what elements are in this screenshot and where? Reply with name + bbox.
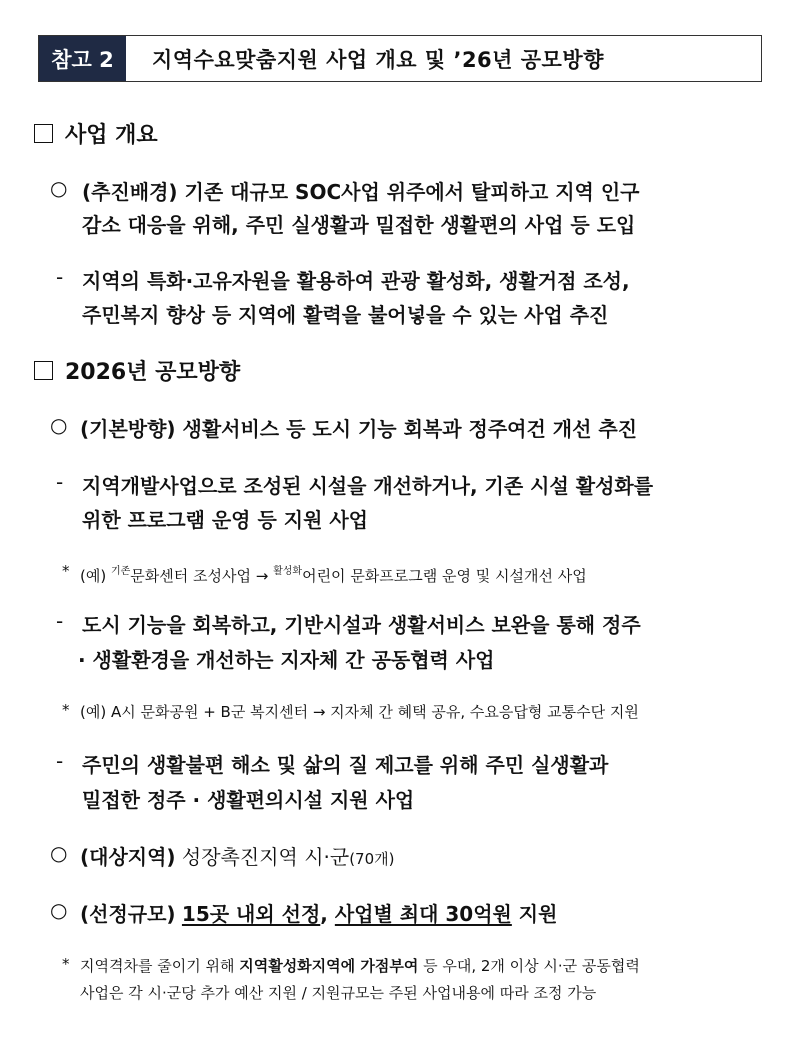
direction-line: (기본방향) 생활서비스 등 도시 기능 회복과 정주여건 개선 추진 — [80, 417, 638, 441]
checkbox-square-icon — [34, 124, 53, 143]
target-region-line: (대상지역) 성장촉진지역 시·군(70개) — [80, 845, 395, 869]
local-resources-line1: 지역의 특화·고유자원을 활용하여 관광 활성화, 생활거점 조성, — [82, 269, 630, 293]
preference-note-line2: 사업은 각 시·군당 추가 예산 지원 / 지원규모는 주된 사업내용에 따라 조정 가능 — [80, 984, 597, 1002]
page-header — [38, 35, 762, 82]
cooperation-bullet: - — [56, 609, 64, 633]
direction-bullet: ○ — [50, 413, 68, 437]
residents-line2: 밀접한 정주 · 생활편의시설 지원 사업 — [82, 788, 415, 812]
example-note-2-mark: * — [62, 701, 70, 719]
checkbox-square-icon — [34, 361, 53, 380]
example-note-2: (예) A시 문화공원 + B군 복지센터 → 지자체 간 혜택 공유, 수요응답형 교통수단 지원 — [80, 703, 639, 721]
selection-scale-line: (선정규모) 15곳 내외 선정, 사업별 최대 30억원 지원 — [80, 902, 558, 926]
cooperation-line2: · 생활환경을 개선하는 지자체 간 공동협력 사업 — [78, 648, 495, 672]
preference-note-line1: 지역격차를 줄이기 위해 지역활성화지역에 가점부여 등 우대, 2개 이상 시·군 공동협력 — [80, 957, 640, 975]
section-heading-overview: 사업 개요 — [34, 118, 158, 149]
selection-scale-bullet: ○ — [50, 898, 68, 922]
background-item-bullet: ○ — [50, 176, 68, 200]
section-heading-2026: 2026년 공모방향 — [34, 355, 240, 386]
local-resources-line2: 주민복지 향상 등 지역에 활력을 불어넣을 수 있는 사업 추진 — [82, 303, 609, 327]
cooperation-line1: 도시 기능을 회복하고, 기반시설과 생활서비스 보완을 통해 정주 — [82, 613, 641, 637]
page-title: 지역수요맞춤지원 사업 개요 및 ’26년 공모방향 — [152, 47, 604, 72]
local-resources-bullet: - — [56, 265, 64, 289]
background-item-line1: (추진배경) 기존 대규모 SOC사업 위주에서 탈피하고 지역 인구 — [82, 180, 640, 204]
facility-line2: 위한 프로그램 운영 등 지원 사업 — [82, 508, 368, 532]
example-note-1-mark: * — [62, 562, 70, 580]
background-item-line2: 감소 대응을 위해, 주민 실생활과 밀접한 생활편의 사업 등 도입 — [82, 213, 636, 237]
residents-line1: 주민의 생활불편 해소 및 삶의 질 제고를 위해 주민 실생활과 — [82, 753, 609, 777]
residents-bullet: - — [56, 749, 64, 773]
preference-note-mark: * — [62, 955, 70, 973]
reference-tag: 참고 2 — [39, 36, 126, 81]
example-note-1: (예) $^{기존}$문화센터 조성사업 → $^{활성화}$어린이 문화프로그램 운영 및 시설개선 사업 — [80, 566, 587, 585]
facility-line1: 지역개발사업으로 조성된 시설을 개선하거나, 기존 시설 활성화를 — [82, 474, 654, 498]
facility-bullet: - — [56, 470, 64, 494]
target-region-bullet: ○ — [50, 841, 68, 865]
